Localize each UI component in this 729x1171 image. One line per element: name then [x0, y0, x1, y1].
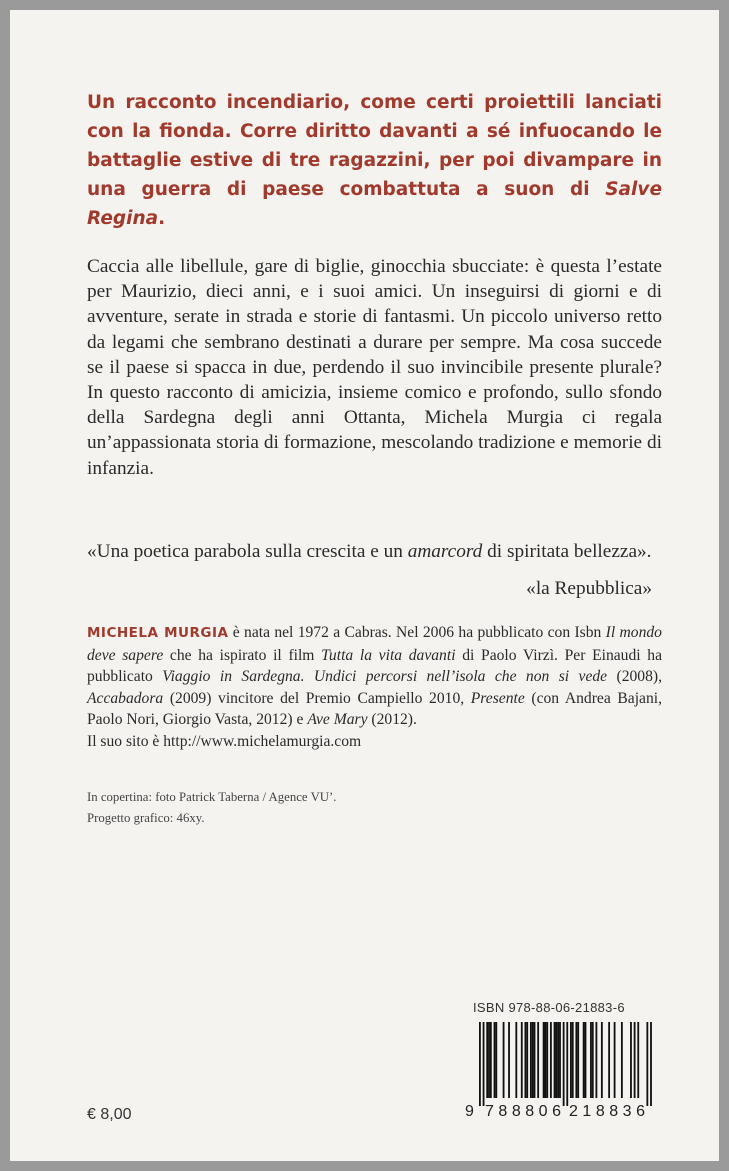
bio-i3: Viaggio in Sardegna. Undici percorsi nell’isola che non si vede	[162, 668, 608, 685]
barcode-digits-left: 788806	[485, 1103, 561, 1120]
barcode-bar	[525, 1022, 527, 1098]
barcode-digits-right: 218836	[569, 1103, 645, 1120]
barcode-bar	[646, 1022, 648, 1106]
bio-i5: Presente	[470, 689, 525, 707]
bio-t3: di Paolo Virzì. Per Einaudi ha pubblicato	[87, 646, 662, 685]
barcode-bar	[621, 1022, 623, 1098]
barcode-bar	[503, 1022, 505, 1098]
barcode-bar	[532, 1022, 534, 1098]
cover-credit: In copertina: foto Patrick Taberna / Agence VU’.	[87, 790, 337, 804]
barcode-bar	[566, 1022, 568, 1106]
barcode-bar	[570, 1022, 572, 1098]
barcode-bar	[483, 1022, 485, 1106]
barcode-bar	[545, 1022, 547, 1098]
barcode-bar	[614, 1022, 616, 1098]
barcode-bar	[590, 1022, 592, 1098]
barcode-bar	[563, 1022, 565, 1106]
bio-i4: Accabadora	[87, 689, 164, 707]
barcode-bar	[554, 1022, 556, 1098]
barcode-bar	[490, 1022, 492, 1098]
barcode-bar	[585, 1022, 587, 1098]
barcode	[465, 1018, 657, 1120]
barcode-bar	[608, 1022, 610, 1098]
barcode-bar	[546, 1022, 548, 1098]
barcode-lead-digit: 9	[465, 1103, 474, 1120]
blurb-title-italic: Salve Regina	[87, 179, 662, 229]
review-quote	[87, 539, 662, 564]
author-name: MICHELA MURGIA	[87, 625, 229, 641]
description: Caccia alle libellule, gare di biglie, ginocchia sbucciate: è questa l’estate per Maurizio, dieci anni, e i suoi amici. Un inseguirsi di giorni e di avventure, serate in strada e storie di fantasmi. Un piccolo universo retto da legami che sembrano destinati a durare per sempre. Ma cosa succede se il paese si spacca in due, perdendo il suo invincibile presente plurale? In questo racconto di amicizia, insieme comico e profondo, sullo sfondo della Sardegna degli anni Ottanta, Michela Murgia ci regala un’appassionata storia di formazione, mescolando tradizione e memorie di infanzia.	[87, 256, 662, 479]
bio-t5: (2009) vincitore del Premio Campiello 2010,	[163, 689, 471, 707]
review-italic: amarcord	[407, 541, 483, 562]
barcode-bar	[537, 1022, 539, 1098]
barcode-bar	[559, 1022, 561, 1098]
design-credit: Progetto grafico: 46xy.	[87, 811, 205, 825]
bio-t4: (2008),	[607, 668, 662, 685]
barcode-bar	[572, 1022, 574, 1098]
barcode-bar	[508, 1022, 510, 1098]
barcode-bar	[486, 1022, 488, 1098]
barcode-bar	[557, 1022, 559, 1098]
barcode-bar	[550, 1022, 552, 1098]
barcode-bar	[521, 1022, 523, 1098]
barcode-bar	[577, 1022, 579, 1098]
barcode-bar	[494, 1022, 496, 1098]
author-bio	[87, 622, 662, 752]
barcode-bar	[601, 1022, 603, 1098]
bio-t6: (con Andrea Bajani, Paolo Nori, Giorgio Vasta, 2012) e	[87, 689, 662, 728]
barcode-bar	[543, 1022, 545, 1098]
review-text-end: di spiritata bellezza».	[482, 541, 652, 562]
barcode-bar	[526, 1022, 528, 1098]
barcode-bar	[495, 1022, 497, 1098]
barcode-bar	[479, 1022, 481, 1106]
barcode-bar	[595, 1022, 597, 1098]
barcode-bar	[650, 1022, 652, 1106]
price: € 8,00	[87, 1106, 132, 1123]
barcode-bar	[630, 1022, 632, 1098]
barcode-bar	[555, 1022, 557, 1098]
barcode-bar	[634, 1022, 636, 1098]
review-source: «la Repubblica»	[526, 578, 652, 599]
credits	[87, 787, 337, 829]
barcode-bar	[592, 1022, 594, 1098]
barcode-bar	[530, 1022, 532, 1098]
barcode-bar	[575, 1022, 577, 1098]
bio-i1: Il mondo deve sapere	[87, 624, 662, 664]
barcode-bar	[637, 1022, 639, 1098]
barcode-bar	[488, 1022, 490, 1098]
author-website: Il suo sito è http://www.michelamurgia.com	[87, 732, 362, 750]
blurb-end: .	[158, 208, 166, 229]
blurb	[87, 88, 662, 233]
barcode-bar	[583, 1022, 585, 1098]
bio-t1: è nata nel 1972 a Cabras. Nel 2006 ha pubblicato con Isbn	[228, 624, 606, 641]
back-cover	[10, 10, 719, 1161]
bio-t7: (2012).	[367, 711, 417, 728]
bio-t2: che ha ispirato il film	[163, 646, 322, 664]
blurb-text: Un racconto incendiario, come certi proiettili lanciati con la fionda. Corre diritto davanti a sé infuocando le battaglie estive di tre ragazzini, per poi divampare in una guerra di paese combattuta a suon di	[87, 92, 662, 200]
review-text-start: «Una poetica parabola sulla crescita e un	[87, 541, 408, 562]
barcode-bar	[534, 1022, 536, 1098]
bio-i2: Tutta la vita davanti	[321, 646, 456, 664]
bio-i6: Ave Mary	[307, 711, 368, 728]
barcode-bar	[515, 1022, 517, 1098]
isbn-label: ISBN 978-88-06-21883-6	[473, 1000, 625, 1015]
